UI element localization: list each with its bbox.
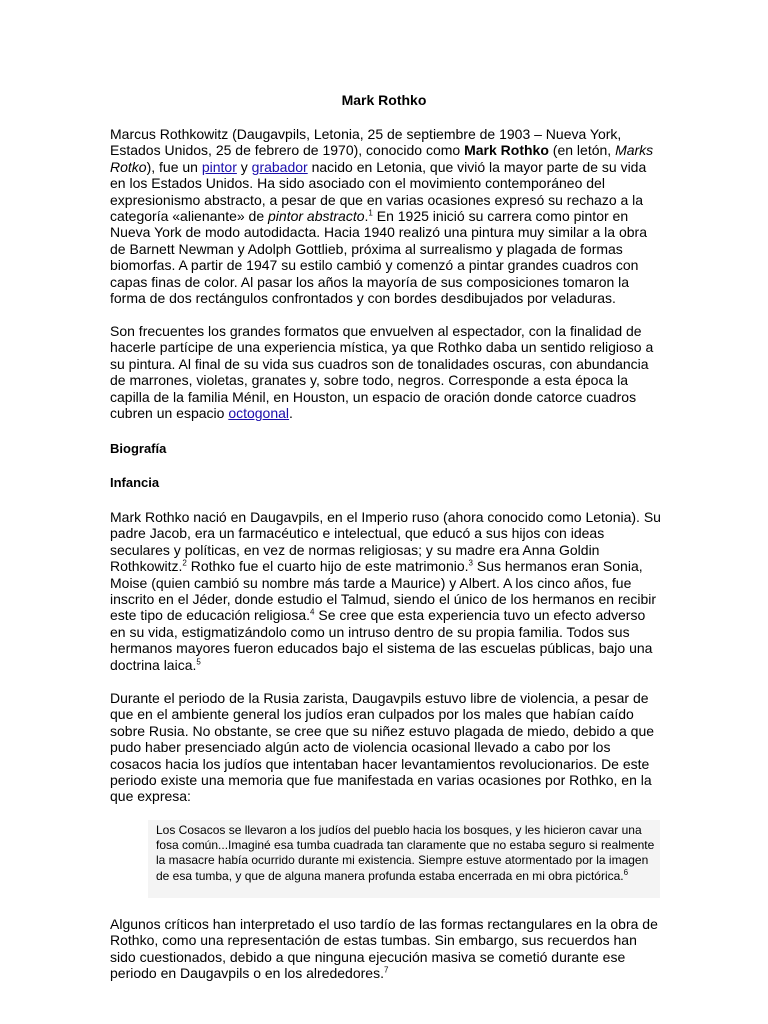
text-run: (en letón, (548, 142, 616, 159)
text-run: . (289, 405, 293, 422)
criticos-paragraph (110, 916, 662, 982)
text-run: Mark Rothko nació en Daugavpils, en el Imperio ruso (ahora conocido como Letonia). Su padre Jacob, era un farmacéutico e intelectual, que educó a sus hijos con ideas seculares y políticas, en vez de normas religiosas; y su madre era Anna Goldin Rothkowitz. (110, 509, 661, 575)
intro-paragraph (110, 126, 662, 306)
footnote-ref[interactable]: 2 (182, 558, 187, 568)
second-paragraph (110, 323, 662, 421)
heading-biografia: Biografía (110, 441, 167, 456)
text-run: Rothko fue el cuarto hijo de este matrimonio. (186, 558, 469, 575)
footnote-ref[interactable]: 3 (468, 558, 473, 568)
link-octogonal[interactable]: octogonal (228, 405, 290, 422)
text-run: ), fue un (146, 158, 202, 175)
page-title: Mark Rothko (341, 92, 427, 108)
footnote-ref[interactable]: 1 (368, 208, 373, 218)
text-run: Son frecuentes los grandes formatos que envuelven al espectador, con la finalidad de hacerle partícipe de una experiencia mística, ya que Rothko daba un sentido religioso a su pintura. Al final de su vida sus cuadros son de tonalidades oscuras, con abundancia de marrones, violetas, granates y, sobre todo, negros. Corresponde a esta época la capilla de la familia Ménil, en Houston, un espacio de oración donde catorce cuadros cubren un espacio (110, 323, 654, 422)
link-pintor[interactable]: pintor (201, 158, 237, 175)
rusia-paragraph: Durante el periodo de la Rusia zarista, Daugavpils estuvo libre de violencia, a pesar de que en el ambiente general los judíos eran culpados por los males que habían caído sobre Rusia. No obstante, se cree que su niñez estuvo plagada de miedo, debido a que pudo haber presenciado algún acto de violencia ocasional llevado a cabo por los cosacos hacia los judíos que intentaban hacer levantamientos revolucionarios. De este periodo existe una memoria que fue manifestada en varias ocasiones por Rothko, en la que expresa: (110, 690, 655, 805)
italic-name: Marks Rotko (110, 142, 654, 175)
text-run: Algunos críticos han interpretado el uso tardío de las formas rectangulares en la obra de Rothko, como una representación de estas tumbas. Sin embargo, sus recuerdos han sido cuestionados, debido a que ninguna ejecución masiva se cometió durante ese periodo en Daugavpils o en los alrededores. (110, 916, 658, 982)
footnote-ref[interactable]: 7 (383, 965, 389, 975)
heading-infancia: Infancia (110, 475, 160, 490)
text-run: y (236, 158, 252, 175)
text-run: nacido en Letonia, que vivió la mayor parte de su vida en los Estados Unidos. Ha sido asociado con el movimiento contemporáneo del expresionismo abstracto, a pesar de que en varias ocasiones expresó su rechazo a la categoría «alienante» de (110, 158, 647, 225)
quote-text: Los Cosacos se llevaron a los judíos del pueblo hacia los bosques, y les hicieron cavar una fosa común...Imaginé esa tumba cuadrada tan claramente que no estaba seguro si realmente la masacre había ocurrido durante mi existencia. Siempre estuve atormentado por la imagen de esa tumba, y que de alguna manera profunda estaba encerrada en mi obra pictórica. (156, 823, 655, 883)
bold-name: Mark Rothko (464, 142, 549, 159)
infancia-paragraph (110, 509, 662, 673)
text-run: En 1925 inició su carrera como pintor en Nueva York de modo autodidacta. Hacia 1940 realizó una pintura muy similar a la obra de Barnett Newman y Adolph Gottlieb, próxima al surrealismo y plagada de formas biomorfas. A partir de 1947 su estilo cambió y comenzó a pintar grandes cuadros con capas finas de color. Al pasar los años la mayoría de sus composiciones tomaron la forma de dos rectángulos confrontados y con bordes desdibujados por veladuras. (110, 208, 647, 307)
text-run: . (364, 208, 369, 225)
footnote-ref[interactable]: 5 (196, 657, 201, 666)
italic-term: pintor abstracto (268, 208, 365, 225)
text-run: Sus hermanos eran Sonia, Moise (quien cambió su nombre más tarde a Maurice) y Albert. A los cinco años, fue inscrito en el Jéder, donde estudio el Talmud, siendo el único de los hermanos en recibir este tipo de educación religiosa. (110, 558, 657, 624)
footnote-ref[interactable]: 4 (310, 607, 315, 617)
link-grabador[interactable]: grabador (251, 158, 308, 175)
footnote-ref[interactable]: 6 (623, 867, 629, 877)
text-run: Se cree que esta experiencia tuvo un efecto adverso en su vida, estigmatizándolo como un intruso dentro de su propia familia. Todos sus hermanos mayores fueron educados bajo el sistema de las escuelas públicas, bajo una doctrina laica. (110, 607, 653, 673)
blockquote (148, 820, 660, 898)
text-run: Marcus Rothkowitz (Daugavpils, Letonia, 25 de septiembre de 1903 – Nueva York, Estados Unidos, 25 de febrero de 1970), conocido como (110, 126, 622, 159)
